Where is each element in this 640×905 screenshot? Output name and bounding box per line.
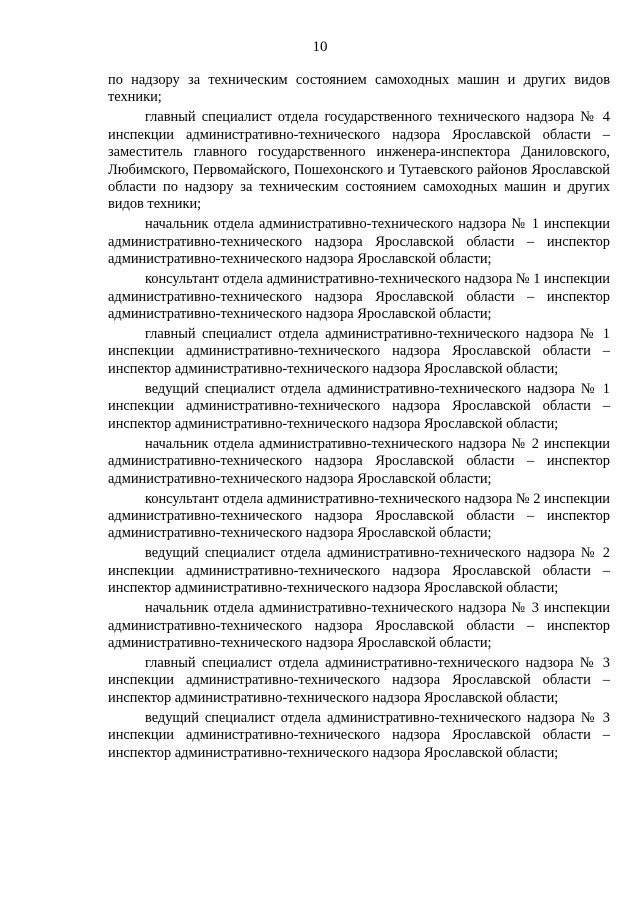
paragraph-position-consultant-atn1: консультант отдела административно-технического надзора № 1 инспекции административно-технического надзора Ярославской области – инспектор административно-технического надзора Ярославской области; — [108, 271, 610, 323]
paragraph-position-leading-specialist-atn2: ведущий специалист отдела административно-технического надзора № 2 инспекции административно-технического надзора Ярославской области – инспектор административно-технического надзора Ярославской области; — [108, 545, 610, 597]
paragraph-position-consultant-atn2: консультант отдела административно-технического надзора № 2 инспекции административно-технического надзора Ярославской области – инспектор административно-технического надзора Ярославской области; — [108, 490, 610, 542]
page-number: 10 — [312, 39, 328, 55]
paragraph-position-head-atn1: начальник отдела административно-технического надзора № 1 инспекции административно-технического надзора Ярославской области – инспектор административно-технического надзора Ярославской области; — [108, 216, 610, 268]
paragraph-position-leading-specialist-atn3: ведущий специалист отдела административно-технического надзора № 3 инспекции административно-технического надзора Ярославской области – инспектор административно-технического надзора Ярославской области; — [108, 709, 610, 761]
paragraph-position-head-atn3: начальник отдела административно-технического надзора № 3 инспекции административно-технического надзора Ярославской области – инспектор административно-технического надзора Ярославской области; — [108, 600, 610, 651]
paragraph-position-head-atn2: начальник отдела административно-технического надзора № 2 инспекции административно-технического надзора Ярославской области – инспектор административно-технического надзора Ярославской области; — [108, 435, 610, 487]
paragraph-continuation: по надзору за техническим состоянием самоходных машин и других видов техники; — [108, 72, 610, 106]
paragraph-position-chief-specialist-atn1: главный специалист отдела административно-технического надзора № 1 инспекции административно-технического надзора Ярославской области – инспектор административно-технического надзора Ярославской области; — [108, 326, 610, 377]
paragraph-position-leading-specialist-atn1: ведущий специалист отдела административно-технического надзора № 1 инспекции административно-технического надзора Ярославской области – инспектор административно-технического надзора Ярославской области; — [108, 380, 610, 432]
paragraph-position-chief-specialist-atn3: главный специалист отдела административно-технического надзора № 3 инспекции административно-технического надзора Ярославской области – инспектор административно-технического надзора Ярославской области; — [108, 654, 610, 706]
paragraph-position-chief-specialist-gtn4: главный специалист отдела государственного технического надзора № 4 инспекции административно-технического надзора Ярославской области – заместитель главного государственного инженера-инспектора Даниловского, Любимского, Первомайского, Пошехонского и Тутаевского районов Ярославской области по надзору за техническим состоянием самоходных машин и других видов техники; — [108, 109, 610, 213]
document-body — [108, 72, 610, 765]
